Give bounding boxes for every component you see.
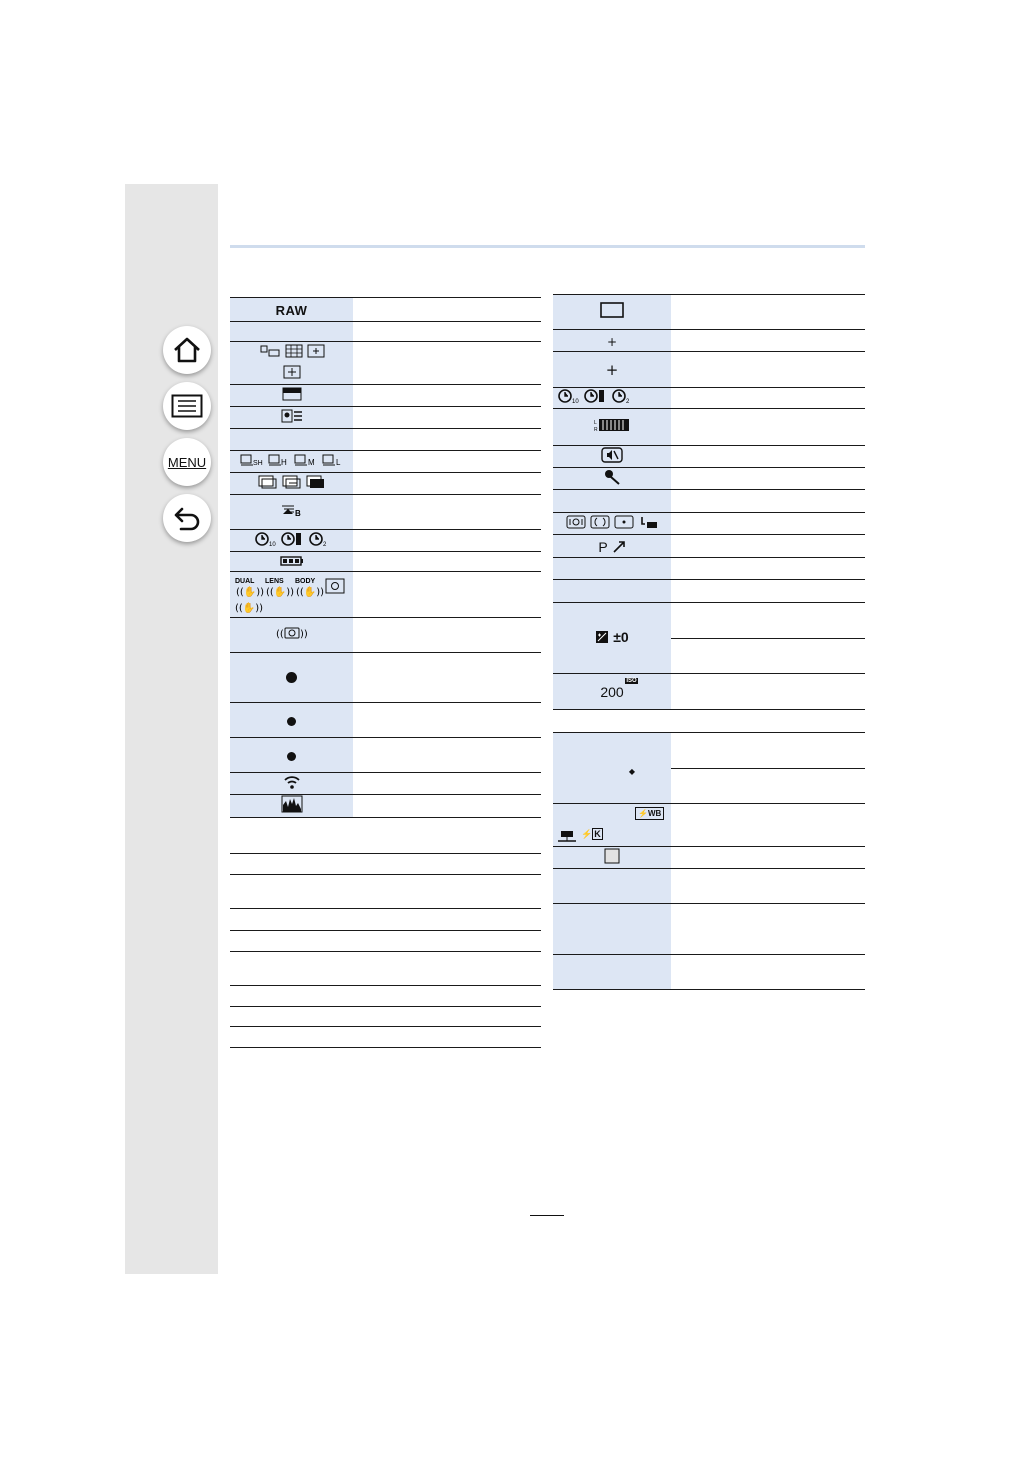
table-row	[553, 330, 865, 352]
table-row	[230, 952, 541, 986]
kelvin-label: K	[594, 829, 601, 839]
color-swatch-icon	[604, 848, 620, 864]
iso-indicator	[600, 678, 637, 701]
table-row	[230, 854, 541, 875]
menu-button[interactable]	[163, 438, 211, 486]
aspect-ratio-icon	[282, 387, 302, 401]
4k-burst-icon	[258, 475, 278, 489]
table-row	[553, 904, 865, 955]
table-row	[553, 558, 865, 580]
table-row	[230, 703, 541, 738]
svg-text:L: L	[335, 458, 340, 467]
recording-dot-icon	[286, 672, 297, 683]
table-row	[230, 473, 541, 495]
table-row	[553, 955, 865, 990]
self-timer-10-3-icon	[280, 531, 304, 547]
table-row	[553, 869, 865, 904]
table-row	[230, 451, 541, 473]
self-timer-2-icon	[308, 531, 330, 547]
one-area-icon	[283, 365, 301, 379]
table-row	[230, 407, 541, 429]
svg-text:DUAL: DUAL	[235, 577, 255, 585]
page-number-rule	[530, 1215, 564, 1216]
wb-label: WB	[647, 809, 662, 818]
table-row	[230, 1007, 541, 1027]
svg-text:10: 10	[572, 399, 579, 405]
table-row	[553, 847, 865, 869]
menu-label: MENU	[167, 454, 207, 470]
arrow-diagonal-icon	[612, 540, 626, 554]
4k-pre-burst-icon	[306, 475, 326, 489]
svg-text:B: B	[294, 509, 301, 518]
exposure-compensation-icon	[595, 629, 628, 645]
touch-icon	[638, 515, 658, 529]
is-off-icon	[234, 599, 264, 615]
burst-h-icon	[268, 453, 290, 467]
spot-metering-icon	[614, 515, 634, 529]
flash-wb-icon: ⚡WB	[635, 807, 664, 820]
table-row	[230, 1027, 541, 1048]
lens-is-icon	[264, 575, 295, 598]
svg-text:2: 2	[322, 541, 326, 548]
table-row	[230, 552, 541, 572]
table-row	[553, 710, 865, 733]
table-row	[553, 674, 865, 710]
svg-text:)): ))	[299, 629, 308, 640]
table-row	[553, 388, 865, 409]
silent-mode-icon	[601, 447, 623, 463]
svg-text:2: 2	[626, 399, 630, 405]
table-row	[230, 909, 541, 931]
svg-text:((✋)): ((✋))	[266, 586, 295, 598]
self-timer-2-icon	[611, 388, 633, 404]
table-row	[230, 795, 541, 818]
table-row	[553, 580, 865, 603]
back-button[interactable]	[163, 494, 211, 542]
table-row	[553, 513, 865, 535]
table-row	[553, 490, 865, 513]
table-row	[230, 342, 541, 385]
table-row	[230, 495, 541, 530]
table-row	[230, 773, 541, 795]
table-row	[553, 733, 865, 769]
4k-burst-ss-icon	[282, 475, 302, 489]
table-row	[230, 385, 541, 407]
af-area-frame-icon	[599, 301, 625, 319]
recording-dot-icon	[287, 717, 296, 726]
table-row	[553, 295, 865, 330]
table-row	[230, 322, 541, 342]
table-row	[553, 352, 865, 388]
wifi-icon	[283, 774, 301, 790]
battery-icon	[280, 555, 304, 567]
dual-is-icon	[234, 575, 265, 598]
multiple-metering-icon	[566, 515, 586, 529]
post-focus-icon	[280, 502, 304, 518]
table-row	[553, 804, 865, 847]
svg-text:SH: SH	[252, 460, 263, 467]
ev-value: ±0	[613, 628, 629, 645]
svg-text:((: ((	[275, 629, 284, 640]
self-timer-10-3-icon	[583, 388, 607, 404]
table-row	[230, 429, 541, 451]
4k-photo-icons	[258, 475, 326, 489]
shade-wb-icon	[557, 829, 577, 843]
table-row	[230, 653, 541, 703]
small-dot-icon: ◆	[628, 766, 636, 776]
svg-text:10: 10	[268, 541, 276, 548]
program-shift-icon	[598, 539, 625, 555]
custom-multi-icon	[307, 344, 325, 358]
recording-dot-icon	[287, 752, 296, 761]
iso-value: 200	[600, 684, 624, 700]
spot-metering-target-icon: +	[606, 335, 618, 349]
kelvin-wb-icon: ⚡ K	[581, 829, 601, 839]
histogram-icon	[281, 795, 303, 813]
table-row	[553, 409, 865, 446]
program-shift-label: P	[598, 538, 608, 555]
burst-l-icon	[322, 453, 344, 467]
self-timer-10-icon	[254, 531, 276, 547]
stabilizer-icons	[230, 573, 353, 617]
svg-text:H: H	[280, 458, 287, 467]
table-row	[230, 298, 541, 322]
list-icon	[171, 394, 203, 418]
svg-text:M: M	[307, 458, 315, 467]
raw-quality-icon: RAW	[275, 303, 308, 318]
svg-text:((✋)): ((✋))	[236, 586, 265, 598]
burst-speed-icons	[240, 453, 344, 467]
table-row	[230, 738, 541, 773]
table-row	[230, 875, 541, 909]
self-timer-10-icon	[557, 388, 579, 404]
iso-badge: ISO	[626, 678, 637, 684]
table-row	[230, 572, 541, 618]
svg-text:LENS: LENS	[265, 577, 284, 585]
header-rule	[230, 245, 865, 248]
svg-text:BODY: BODY	[295, 577, 316, 585]
svg-text:L: L	[594, 420, 597, 426]
table-row	[230, 986, 541, 1007]
return-icon	[172, 505, 202, 531]
center-weighted-icon	[590, 515, 610, 529]
table-row	[553, 535, 865, 558]
burst-sh-icon	[240, 453, 264, 467]
table-row	[230, 818, 541, 854]
crosshair-icon: +	[605, 361, 619, 379]
ev-plus-minus-icon	[595, 630, 609, 644]
microphone-icon	[603, 469, 621, 485]
self-timer-icons	[557, 388, 633, 404]
white-balance-icons	[553, 805, 671, 845]
self-timer-icons	[254, 531, 330, 547]
home-icon	[172, 336, 202, 364]
face-detection-icon	[259, 344, 281, 358]
face-eye-detection-icon	[281, 409, 303, 423]
right-icon-table	[553, 294, 865, 990]
burst-m-icon	[294, 453, 318, 467]
svg-text:R: R	[594, 427, 598, 433]
table-row	[553, 603, 865, 639]
left-icon-table	[230, 297, 541, 1048]
shake-warning-icon	[324, 575, 346, 597]
table-row	[230, 931, 541, 952]
af-mode-icons	[259, 344, 325, 358]
table-row	[230, 530, 541, 552]
table-row	[553, 468, 865, 490]
table-row	[553, 446, 865, 468]
metering-mode-icons	[566, 515, 658, 529]
svg-text:((✋)): ((✋))	[235, 602, 264, 614]
body-is-icon	[294, 575, 325, 598]
mic-level-icon	[594, 417, 630, 433]
multi-area-icon	[285, 344, 303, 358]
contents-button[interactable]	[163, 382, 211, 430]
shutter-shock-icon	[275, 625, 309, 641]
svg-text:((✋)): ((✋))	[296, 586, 325, 598]
table-row	[230, 618, 541, 653]
home-button[interactable]	[163, 326, 211, 374]
